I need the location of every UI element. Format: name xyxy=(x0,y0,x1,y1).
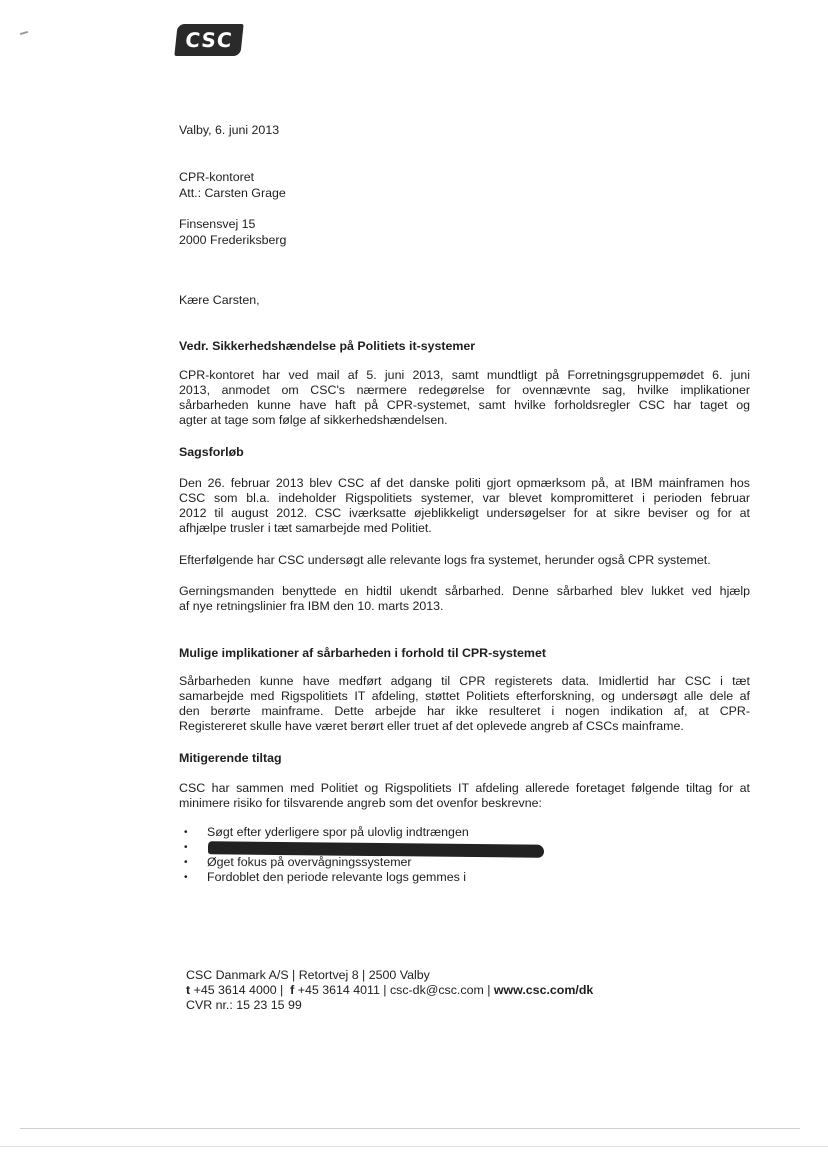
recipient-attention: Att.: Carsten Grage xyxy=(179,186,286,200)
list-item xyxy=(179,855,469,870)
mitigerende-paragraph xyxy=(179,781,750,811)
fax-email-value: +45 3614 4011 | csc-dk@csc.com | xyxy=(294,983,494,997)
section-heading-implikationer: Mulige implikationer af sårbarheden i forhold til CPR-systemet xyxy=(179,646,546,660)
phone-label: t xyxy=(186,983,191,997)
sagsforloeb-paragraph-1 xyxy=(179,476,750,536)
bullet-icon: • xyxy=(184,857,188,868)
paragraph-line: 2012 til august 2012. CSC iværksatte øjeblikkeligt undersøgelser for at sikre beviser og for at xyxy=(179,506,750,520)
website-link[interactable]: www.csc.com/dk xyxy=(493,983,594,997)
paragraph-line: den berørte mainframe. Dette arbejde har ikke resulteret i nogen indikation af, at CPR- xyxy=(179,704,750,718)
paragraph-line: Den 26. februar 2013 blev CSC af det danske politi gjort opmærksom på, at IBM mainframen hos xyxy=(179,476,750,490)
paragraph-line: Registereret skulle have været berørt eller truet af det oplevede angreb af CSCs mainframe. xyxy=(179,719,684,733)
footer-address: CSC Danmark A/S | Retortvej 8 | 2500 Valby xyxy=(186,968,430,982)
sagsforloeb-paragraph-3 xyxy=(179,584,750,614)
paragraph-line: CSC har sammen med Politiet og Rigspolitiets IT afdeling allerede foretaget følgende tiltag for at xyxy=(179,781,750,795)
scan-mark xyxy=(20,31,28,35)
salutation: Kære Carsten, xyxy=(179,293,260,307)
letter-footer xyxy=(186,968,593,1013)
recipient-street: Finsensvej 15 xyxy=(179,217,256,231)
list-item-text: Fordoblet den periode relevante logs gemmes i xyxy=(207,870,466,884)
list-item-text: Øget fokus på overvågningssystemer xyxy=(207,855,412,869)
paragraph-line: af nye retningslinier fra IBM den 10. marts 2013. xyxy=(179,599,444,613)
implikationer-paragraph xyxy=(179,674,750,734)
bullet-icon: • xyxy=(184,827,188,838)
csc-logo: CSC xyxy=(174,24,243,56)
intro-paragraph xyxy=(179,368,750,428)
footer-contact xyxy=(186,983,593,998)
list-item xyxy=(179,870,469,885)
scan-edge-line xyxy=(20,1128,800,1129)
fax-label: f xyxy=(290,983,295,997)
list-item xyxy=(179,825,469,840)
phone-value: +45 3614 4000 | xyxy=(190,983,291,997)
intro-line: agter at tage som følge af sikkerhedshændelsen. xyxy=(179,413,448,427)
recipient-org: CPR-kontoret xyxy=(179,170,255,184)
bullet-icon: • xyxy=(184,872,188,883)
intro-line: CPR-kontoret har ved mail af 5. juni 2013, samt mundtligt på Forretningsgruppemødet 6. juni xyxy=(179,368,750,382)
scan-edge-line xyxy=(0,1146,828,1147)
letter-date: Valby, 6. juni 2013 xyxy=(179,123,280,137)
subject-heading: Vedr. Sikkerhedshændelse på Politiets it-systemer xyxy=(179,339,476,353)
footer-cvr: CVR nr.: 15 23 15 99 xyxy=(186,998,302,1012)
section-heading-sagsforloeb: Sagsforløb xyxy=(179,445,244,459)
intro-line: sårbarheden kunne have haft på CPR-systemet, samt hvilke forholdsregler CSC har taget og xyxy=(179,398,750,412)
paragraph-line: CSC som bl.a. indeholder Rigspolitiets systemer, var blevet kompromitteret i perioden februar xyxy=(179,491,750,505)
paragraph-line: minimere risiko for tilsvarende angreb som det ovenfor beskrevne: xyxy=(179,796,542,810)
section-heading-mitigerende: Mitigerende tiltag xyxy=(179,751,282,765)
intro-line: 2013, anmodet om CSC's nærmere redegørelse for ovennævnte sag, hvilke implikationer xyxy=(179,383,750,397)
bullet-icon: • xyxy=(184,842,188,853)
paragraph-line: samarbejde med Rigspolitiets IT afdeling, støttet Politiets efterforskning, og undersøgt alle dele af xyxy=(179,689,750,703)
paragraph-line: Sårbarheden kunne have medført adgang til CPR registerets data. Imidlertid har CSC i tæt xyxy=(179,674,750,688)
paragraph-line: Gerningsmanden benyttede en hidtil ukendt sårbarhed. Denne sårbarhed blev lukket ved hjælp xyxy=(179,584,750,598)
list-item-text: Søgt efter yderligere spor på ulovlig indtrængen xyxy=(207,825,469,839)
recipient-city: 2000 Frederiksberg xyxy=(179,233,287,247)
sagsforloeb-paragraph-2: Efterfølgende har CSC undersøgt alle relevante logs fra systemet, herunder også CPR systemet. xyxy=(179,553,711,567)
paragraph-line: afhjælpe trusler i tæt samarbejde med Politiet. xyxy=(179,521,432,535)
